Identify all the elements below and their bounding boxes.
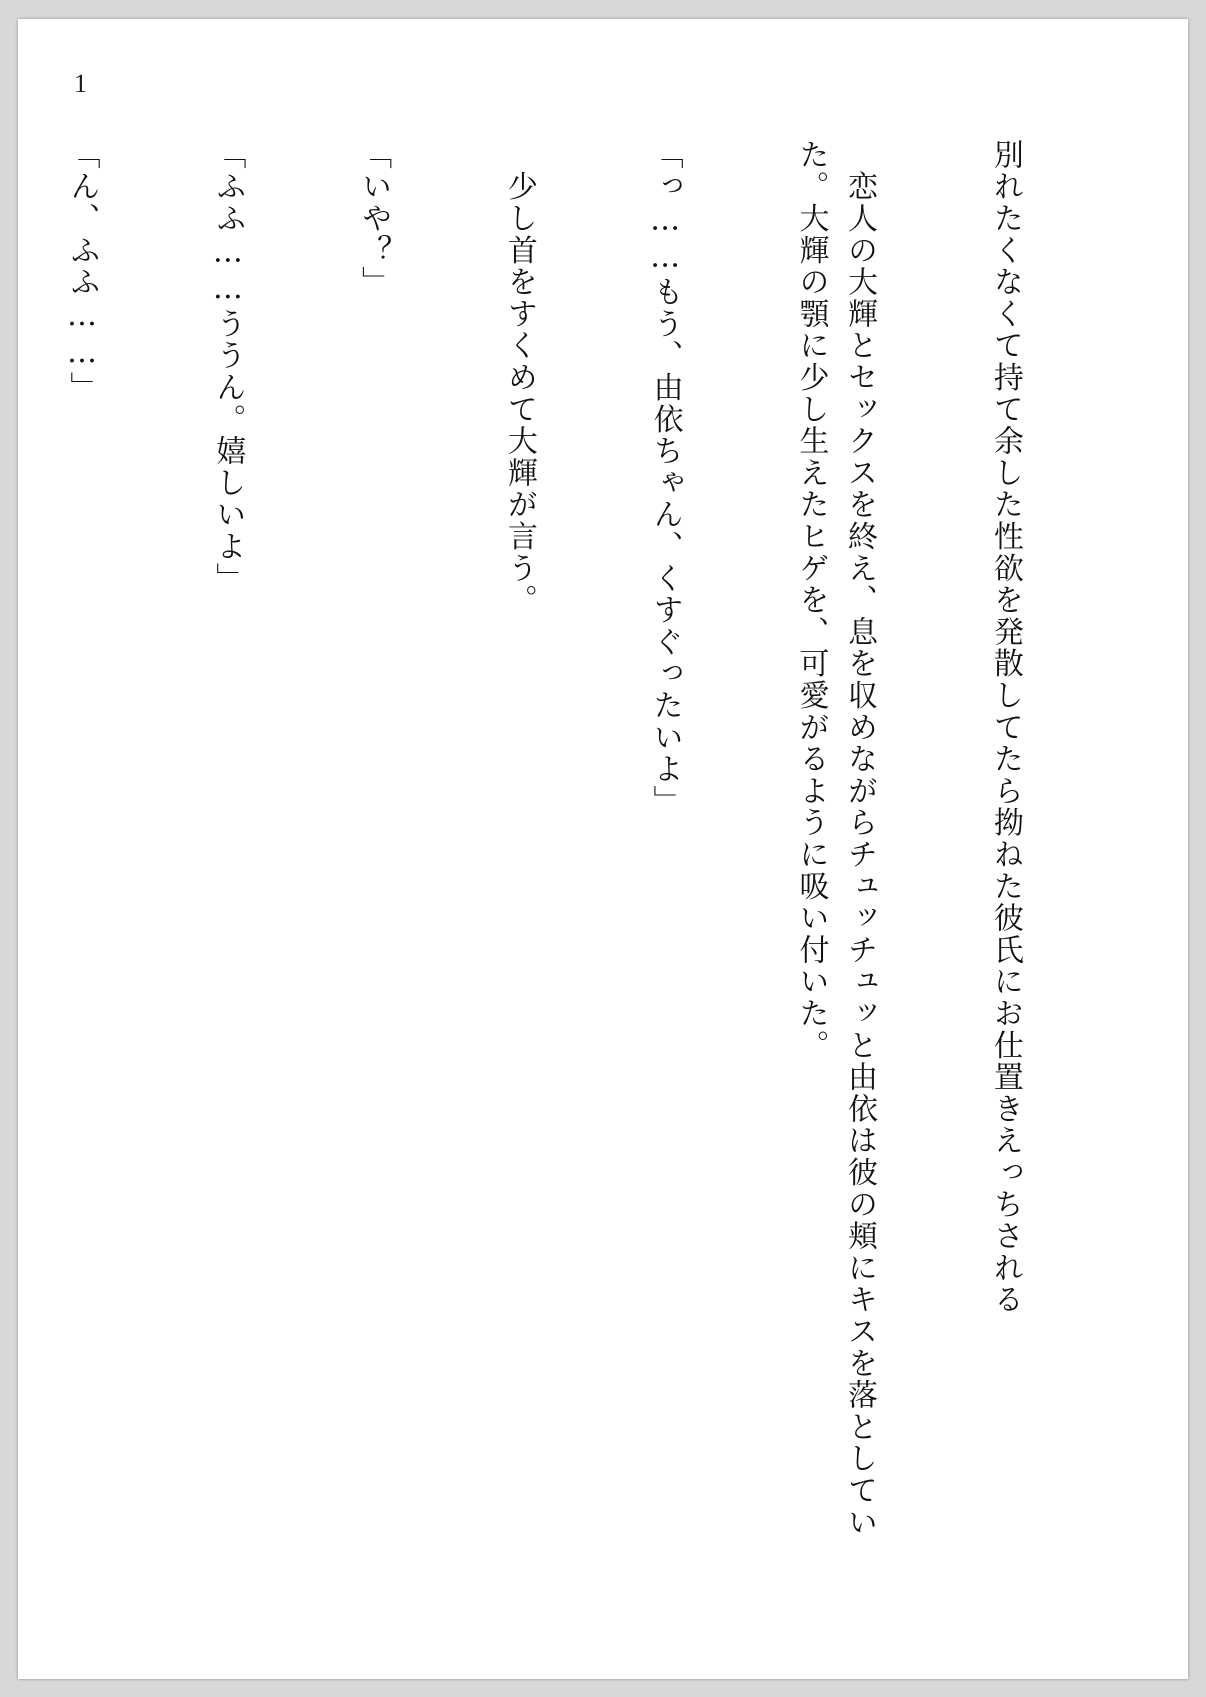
paragraph-4: 「いや？」 [356, 138, 392, 298]
paragraph-6: 「ん、ふふ……」 [64, 138, 100, 403]
page-number: 1 [74, 68, 87, 98]
paragraph-2: 「っ……もう、由依ちゃん、くすぐったいよ」 [647, 138, 683, 817]
paragraph-title: 別れたくなくて持て余した性欲を発散してたら拗ねた彼氏にお仕置きえっちされる [987, 138, 1023, 1316]
paragraph-3: 少し首をすくめて大輝が言う。 [501, 138, 537, 616]
paragraph-1: 恋人の大輝とセックスを終え、息を収めながらチュッチュッと由依は彼の頬にキスを落としていた。大輝の顎に少し生えたヒゲを、可愛がるように吸い付いた。 [793, 138, 878, 1538]
page-text-body [64, 138, 1126, 1579]
paragraph-5: 「ふふ……ううん。嬉しいよ」 [210, 138, 246, 594]
document-page [18, 19, 1188, 1679]
